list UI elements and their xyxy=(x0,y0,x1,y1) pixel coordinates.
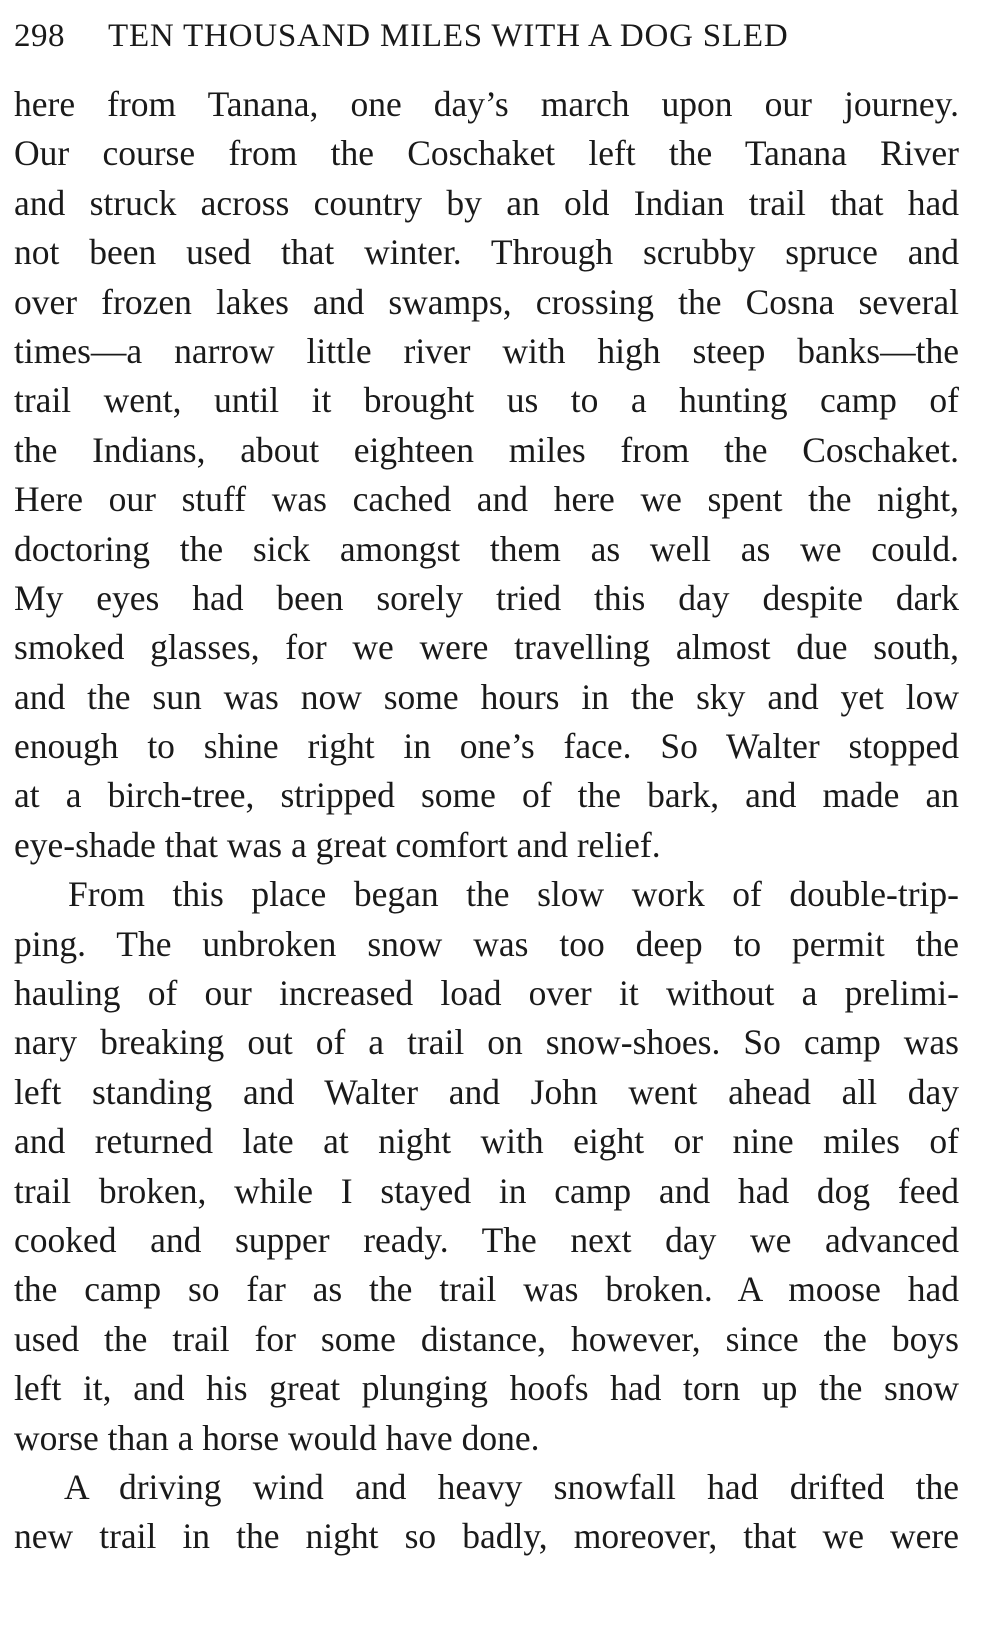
text-line: Here our stuff was cached and here we spent the night, xyxy=(14,479,959,520)
text-line: and struck across country by an old Indian trail that had xyxy=(14,182,959,223)
text-line: trail went, until it brought us to a hunting camp of xyxy=(14,380,959,421)
text-line: the Indians, about eighteen miles from the Coschaket. xyxy=(14,429,959,470)
text-line: here from Tanana, one day’s march upon our journey. xyxy=(14,84,959,124)
text-line: left standing and Walter and John went ahead all day xyxy=(14,1071,959,1112)
text-line: eye-shade that was a great comfort and relief. xyxy=(14,824,661,865)
body-text xyxy=(14,80,959,1562)
text-line: My eyes had been sorely tried this day despite dark xyxy=(14,577,959,618)
text-line: ping. The unbroken snow was too deep to permit the xyxy=(14,923,959,964)
text-line: A driving wind and heavy snowfall had drifted the xyxy=(64,1466,959,1507)
text-line: smoked glasses, for we were travelling almost due south, xyxy=(14,627,959,668)
text-line: From this place began the slow work of double-trip- xyxy=(68,874,959,915)
paragraph xyxy=(14,80,959,870)
page-number: 298 xyxy=(14,18,65,54)
text-line: over frozen lakes and swamps, crossing the Cosna several xyxy=(14,281,959,322)
text-line: and returned late at night with eight or nine miles of xyxy=(14,1121,959,1162)
text-line: left it, and his great plunging hoofs had torn up the snow xyxy=(14,1368,959,1409)
paragraph xyxy=(14,1463,959,1562)
text-line: used the trail for some distance, however, since the boys xyxy=(14,1318,959,1359)
text-line: worse than a horse would have done. xyxy=(14,1417,540,1458)
text-line: and the sun was now some hours in the sky and yet low xyxy=(14,676,959,717)
text-line: nary breaking out of a trail on snow-shoes. So camp was xyxy=(14,1022,959,1063)
text-line: trail broken, while I stayed in camp and had dog feed xyxy=(14,1170,959,1211)
text-line: times—a narrow little river with high steep banks—the xyxy=(14,330,959,371)
running-title: TEN THOUSAND MILES WITH A DOG SLED xyxy=(108,18,789,54)
text-line: at a birch-tree, stripped some of the bark, and made an xyxy=(14,775,959,816)
paragraph xyxy=(14,870,959,1463)
text-line: Our course from the Coschaket left the Tanana River xyxy=(14,133,959,174)
text-line: enough to shine right in one’s face. So Walter stopped xyxy=(14,726,959,767)
text-line: doctoring the sick amongst them as well as we could. xyxy=(14,528,959,569)
text-line: hauling of our increased load over it without a prelimi- xyxy=(14,973,959,1014)
text-line: new trail in the night so badly, moreover, that we were xyxy=(14,1516,959,1557)
running-head xyxy=(14,12,974,60)
text-line: the camp so far as the trail was broken. A moose had xyxy=(14,1269,959,1310)
text-line: not been used that winter. Through scrubby spruce and xyxy=(14,232,959,273)
text-line: cooked and supper ready. The next day we advanced xyxy=(14,1219,959,1260)
